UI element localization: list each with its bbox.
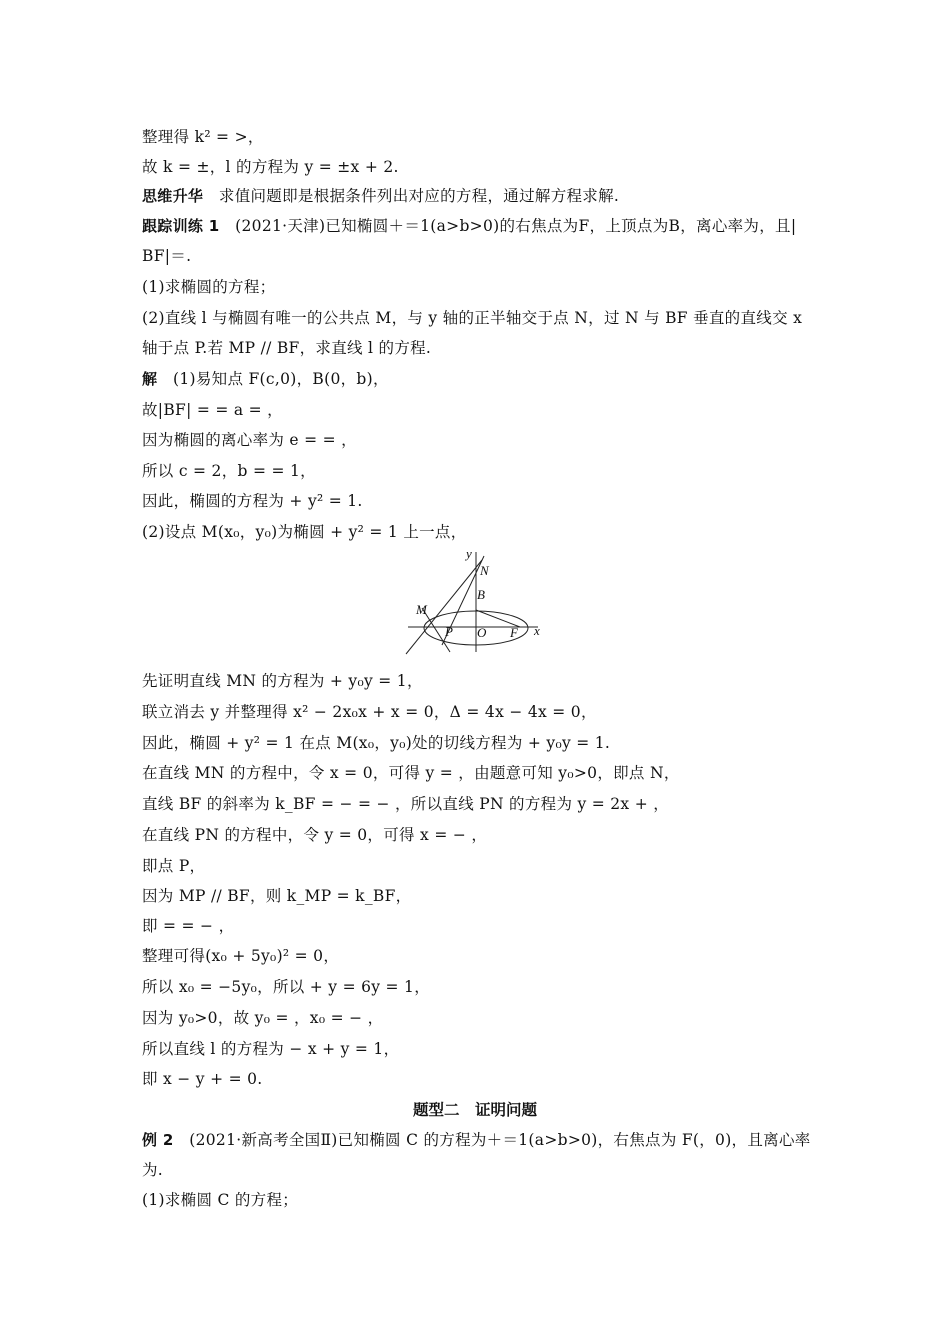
solution-text: (1)易知点 F(c,0)，B(0，b)， — [173, 370, 389, 388]
text-line: 因为 y₀>0，故 y₀ = ，x₀ = − ， — [142, 1009, 384, 1027]
text-line: 在直线 PN 的方程中，令 y = 0，可得 x = − ， — [142, 826, 488, 844]
text-line: 所以 x₀ = −5y₀，所以 + y = 6y = 1， — [142, 978, 431, 996]
text-line: 即点 P， — [142, 857, 206, 875]
text-line: 因为椭圆的离心率为 e = = ， — [142, 431, 357, 449]
text-line: 整理得 k² = >， — [142, 128, 264, 146]
label-m: M — [416, 602, 427, 617]
text-line: 在直线 MN 的方程中，令 x = 0，可得 y = ，由题意可知 y₀>0，即点 N， — [142, 764, 680, 782]
summary-label: 思维升华 — [142, 187, 204, 205]
text-line: 故|BF| = = a = ， — [142, 401, 283, 419]
example-text: (2021·新高考全国Ⅱ)已知椭圆 C 的方程为＋＝1(a>b>0)，右焦点为 F(，0)，且离心率 — [189, 1131, 811, 1149]
summary-text: 求值问题即是根据条件列出对应的方程，通过解方程求解. — [218, 187, 620, 205]
text-line: 整理可得(x₀ + 5y₀)² = 0， — [142, 947, 340, 965]
ellipse-figure — [400, 548, 550, 656]
text-line: 即 x − y + = 0. — [142, 1070, 263, 1088]
text-line: 即 = = − ， — [142, 917, 235, 935]
label-b: B — [477, 587, 485, 602]
text-line: 因为 MP // BF，则 k_MP = k_BF， — [142, 887, 412, 905]
text-line: (1)求椭圆的方程； — [142, 278, 276, 296]
label-o: O — [477, 625, 487, 640]
example-line — [142, 1130, 811, 1150]
label-y: y — [466, 548, 472, 561]
label-f: F — [510, 625, 518, 640]
text-line: 因此，椭圆 + y² = 1 在点 M(x₀，y₀)处的切线方程为 + y₀y = 1. — [142, 734, 611, 752]
text-line: (1)求椭圆 C 的方程； — [142, 1191, 299, 1209]
practice-text: (2021·天津)已知椭圆＋＝1(a>b>0)的右焦点为F，上顶点为B，离心率为，且| — [235, 217, 797, 235]
text-line: (2)直线 l 与椭圆有唯一的公共点 M，与 y 轴的正半轴交于点 N，过 N 与 BF 垂直的直线交 x — [142, 309, 803, 327]
practice-label: 跟踪训练 1 — [142, 217, 220, 235]
text-line: (2)设点 M(x₀，y₀)为椭圆 + y² = 1 上一点， — [142, 523, 467, 541]
summary-line — [142, 186, 619, 206]
text-line: 直线 BF 的斜率为 k_BF = − = − ，所以直线 PN 的方程为 y = 2x + ， — [142, 795, 670, 813]
solution-line — [142, 369, 389, 389]
text-line: 为. — [142, 1161, 164, 1179]
text-line: 故 k = ±，l 的方程为 y = ±x + 2. — [142, 158, 399, 176]
solution-label: 解 — [142, 370, 158, 388]
label-x: x — [534, 623, 540, 638]
label-p: P — [445, 624, 453, 639]
text-line: 先证明直线 MN 的方程为 + y₀y = 1， — [142, 672, 423, 690]
label-n: N — [480, 563, 489, 578]
text-line: BF|＝. — [142, 247, 192, 265]
text-line: 轴于点 P.若 MP // BF，求直线 l 的方程. — [142, 339, 432, 357]
text-line: 所以 c = 2，b = = 1， — [142, 462, 316, 480]
example-label: 例 2 — [142, 1131, 174, 1149]
text-line: 所以直线 l 的方程为 − x + y = 1， — [142, 1040, 400, 1058]
section-title: 题型二 证明问题 — [412, 1101, 537, 1119]
text-line: 联立消去 y 并整理得 x² − 2x₀x + x = 0，Δ = 4x − 4x = 0， — [142, 703, 597, 721]
practice-line — [142, 216, 796, 236]
text-line: 因此，椭圆的方程为 + y² = 1. — [142, 492, 363, 510]
